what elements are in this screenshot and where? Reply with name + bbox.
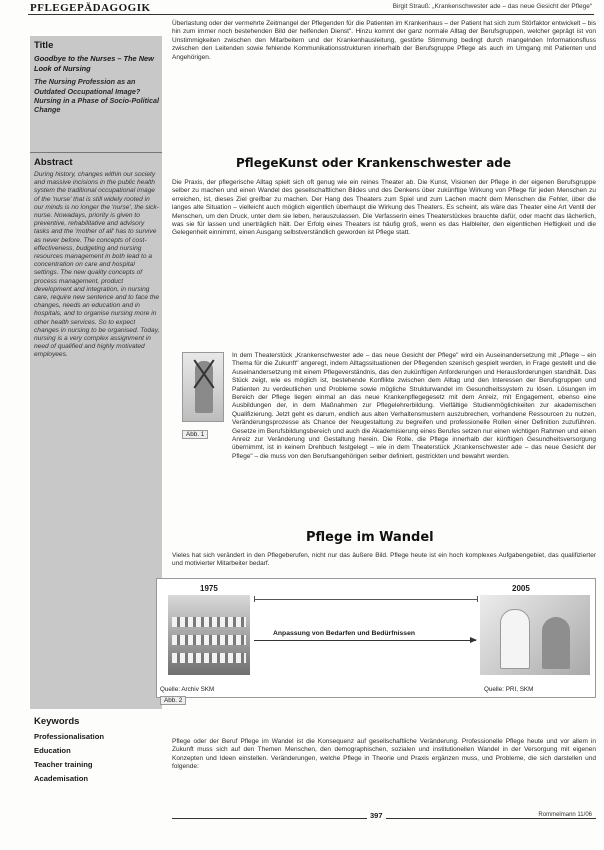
section-heading-pflegekunst: PflegeKunst oder Krankenschwester ade: [236, 156, 512, 170]
year-2005: 2005: [512, 584, 530, 593]
paragraph-wandel-consequence: Pflege oder der Beruf Pflege im Wandel ist die Konsequenz auf gesellschaftliche Veränderung. Professionelle Pflege heute und vor allem in Zukunft muss sich auf den Themen Menschen, den demographischen, sozialen und institutionellen Wandel in der Versorgung mit eigenen Konzepten und Ideen einstellen. Veränderungen, welche Pflege in Theorie und Praxis ergänzen muss, und Probleme, die sich darstellen und folgende:: [172, 738, 596, 771]
timeline-label: Anpassung von Bedarfen und Bedürfnissen: [270, 630, 418, 637]
journal-title: PFLEGEPÄDAGOGIK: [30, 2, 151, 14]
title-block: [34, 40, 160, 115]
arrow-head-icon: [470, 637, 477, 643]
sidebar-panel: [30, 36, 162, 709]
actor-figure: [195, 361, 213, 413]
source-left: Quelle: Archiv SKM: [160, 686, 215, 693]
keyword-item: Education: [34, 746, 71, 755]
sidebar-divider: [30, 152, 162, 153]
figure-1-image: [182, 352, 224, 422]
figure-2-caption: Abb. 2: [160, 696, 186, 705]
photo-nurses-1975: [168, 595, 250, 675]
photo-nurses-2005: [480, 595, 590, 675]
english-title: Goodbye to the Nurses – The New Look of Nursing: [34, 54, 154, 73]
year-1975: 1975: [200, 584, 218, 593]
running-head: Birgit Strauß: „Krankenschwester ade – das neue Gesicht der Pflege“: [392, 3, 592, 10]
footer-issue: Rommelmann 11/06: [535, 812, 592, 818]
paragraph-play: In dem Theaterstück „Krankenschwester ade – das neue Gesicht der Pflege" wird ein Auseinandersetzung mit „Pflege – ein Thema für die Zukunft" angeregt, indem Alltagssituationen der Pflegenden szenisch gespielt werden, in Frage gestellt und die Auseinandersetzung mit einem Pflegeverständnis, das den zukünftigen Anforderungen und Herausforderungen standhält. Das Stück zeigt, wie es möglich ist, bestehende Konflikte zwischen dem Alltag und den Interessen der Berufsgruppen und Patienten zu verdeutlichen und Probleme sowie mögliche Strukturwandel im Gesundheitssystem zu lösen. Lösungen im Bereich der Pflege liegen einmal an das neue Krankenpflegegesetz mit dem Anreiz, mit Engagement, ebenso eine Ausbildungen der, in dem Maßnahmen zur Pflegelehrerbildung. Vielfältige Studienmöglichkeiten zur akademischen Qualifizierung. Jetzt geht es darum, endlich aus alten Verhaltensmustern auszubrechen, vorhandene Ressourcen zu nutzen, Veränderungsprozesse als Chance der Neugestaltung zu begreifen und professionelle Rollen einer Definition zuzuführen. Gesetze im Berufsbildungsbereich und auch die Akademisierung eines Berufes setzen nur einen wichtigen Rahmen und einen Anreiz zur Veränderung und Gestaltung herein. Die Rolle, die Pflege innerhalb der künftigen Gesundheitsversorgung übernimmt, ist in keinem Drehbuch festgelegt – wie in dem Theaterstück „Krankenschwester ade – das neue Gesicht der Pflege" – die muss von den Berufsangehörigen selber definiert, gestrickten und bewahrt werden.: [232, 352, 596, 460]
section-heading-wandel: Pflege im Wandel: [306, 530, 434, 545]
keywords-list: [34, 730, 160, 786]
keyword-item: Professionalisation: [34, 732, 105, 741]
abstract-heading: Abstract: [34, 157, 73, 168]
paragraph-theater: Die Praxis, der pflegerische Alltag spielt sich oft genug wie ein reines Theater ab. Die Kunst, Visionen der Pflege in der eigenen Berufsgruppe selber zu machen und einen Wandel des gesellschaftlichen Bildes und des Denkens über zukünftige Wirkung von Pflege für jeden Menschen zu erreichen, ist, dieses Ziel greifbar zu machen. Der Hang des Theaters zum Spiel und zum Lachen macht dem Menschen die Fehler, über die langes alte Situation – vielleicht auch möglich eigentlich überhaupt die Wirkung des Theaters. Es scheint, als wäre das Theater eine Art Ventil der Menschen, um den Druck, unter dem sie leben, herauszulassen. Die Verfasserin eines Theaterstückes brauchte dafür, oder macht das lächerlich, was sie für lassen und unerträglich hält. Der Erfolg eines Theaters ist häufig groß, wenn es das Halbleiter, den eigentlichen Heftigkeit und die Gelegenheit einnimmt, einen Ausgang selbstverständlich geworden ist Pflege statt.: [172, 179, 596, 237]
paragraph-wandel-intro: Vieles hat sich verändert in den Pflegeberufen, nicht nur das äußere Bild. Pflege heute ist ein hoch komplexes Aufgabengebiet, das qualifizierter und motivierter Mitarbeiter bedarf.: [172, 552, 596, 568]
abstract-block: [34, 157, 160, 360]
source-right: Quelle: PRI, SKM: [484, 686, 534, 693]
abstract-text: During history, changes within our society and massive incisions in the public health system the traditional occupational image of the 'nurse' that is still widely rooted in our minds is no longer the 'nurse', the sick-nurse. Nowadays, priority is given to preventive, rehabilitative and advisory tasks and the 'mother of all' has to survive as never before. The concepts of cost-effectiveness, budgeting and nursing resources management in both lead to a concentration on care and hospital settings. The new quality concepts of process management, product development and integration, in nursing care, require new sentence and to face the changes, needs an education and in hospitals, and to organise nursing more in other health services. So to expect changes in nursing to be organised. Today, nursing is a very complex assignment in need of qualified and highly motivated employees.: [34, 171, 160, 359]
timeline-arrow: [254, 640, 476, 641]
keyword-item: Academisation: [34, 774, 89, 783]
figure-1-caption: Abb. 1: [182, 430, 208, 439]
keywords-heading: Keywords: [34, 716, 80, 727]
english-subtitle: The Nursing Profession as an Outdated Occupational Image? Nursing in a Phase of Socio-Political Change: [34, 77, 160, 115]
intro-paragraph: Überlastung oder der vermehrte Zeitmangel der Pflegenden für die Patienten im Krankenhaus – der Patient hat sich zum Störfaktor entwickelt – bis hin zum immer noch bestehenden Bild der helfenden Dienst". Hinzu kommt der ganz normale Alltag der Berufsgruppen, welcher geprägt ist von Unstimmigkeiten zwischen den Mitarbeitern und der Krankenhausleitung, gestörte Stimmung bedingt durch mangelnden Informationsfluss zwischen den Leitenden sowie fehlende Kommunikationsstrukturen innerhalb der Berufsgruppe Pflege als auch im Umgang mit Patienten und Angehörigen.: [172, 20, 596, 61]
keywords-block: [34, 716, 160, 786]
title-heading: Title: [34, 40, 54, 51]
keyword-item: Teacher training: [34, 760, 93, 769]
page-number: 397: [367, 811, 386, 820]
header-rule: [28, 14, 594, 15]
